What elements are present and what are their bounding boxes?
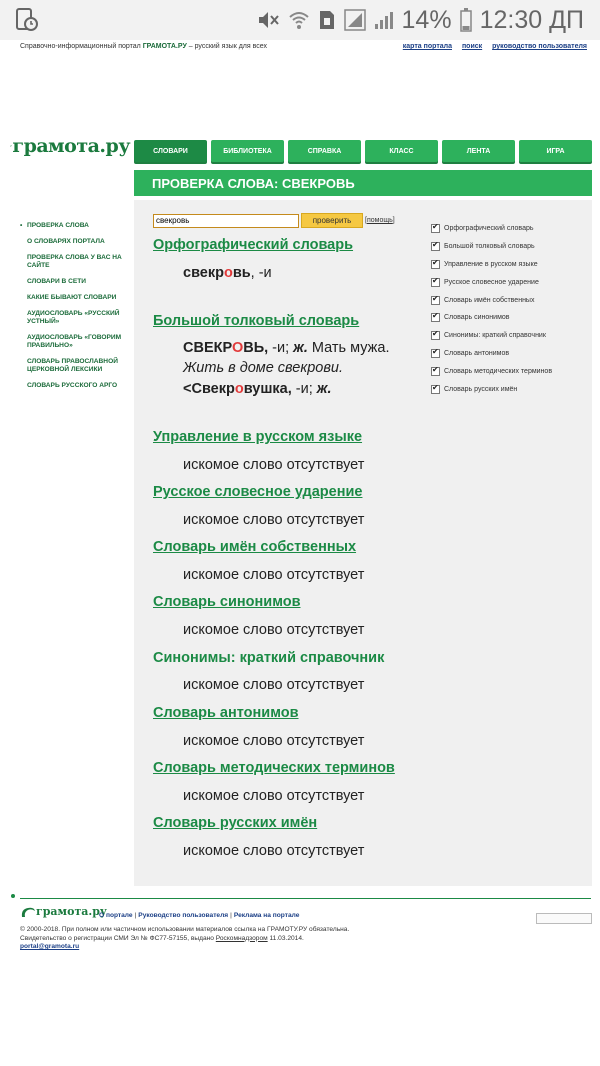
checkbox-methodical[interactable]: ✔ Словарь методических терминов [431,362,591,380]
search-link[interactable]: поиск [461,43,483,50]
checkbox-management[interactable]: ✔ Управление в русском языке [431,256,591,274]
copyright: © 2000-2018. При полном или частичном использовании материалов ссылка на ГРАМОТУ.РУ обязательна. Свидетельство о регистрации СМИ Эл № ФС77-57155, выдано Роскомнадзором 11.03.2014. portal@gramota.ru [20,926,350,950]
search-row: свекровь проверить [ помощь ] [153,213,395,228]
dict-title-proper-names[interactable]: Словарь имён собственных [153,539,357,555]
sidebar-item-audio-russian-oral[interactable]: АУДИОСЛОВАРЬ «РУССКИЙ УСТНЫЙ» [27,310,120,325]
missing-text: искомое слово отсутствует [183,512,365,528]
checkbox-stress[interactable]: ✔ Русское словесное ударение [431,273,591,291]
dict-title-stress[interactable]: Русское словесное ударение [153,484,363,500]
tab-dictionaries[interactable]: СЛОВАРИ [134,140,207,162]
footer-ads-link[interactable]: Реклама на портале [233,912,300,919]
check-button[interactable]: проверить [301,213,363,228]
mute-icon [256,9,280,31]
top-links [395,43,587,50]
sidebar-item-dictionary-types[interactable]: КАКИЕ БЫВАЮТ СЛОВАРИ [27,294,117,301]
sidebar-item-word-check[interactable]: • ПРОВЕРКА СЛОВА [20,222,128,230]
checkbox-btsl[interactable]: ✔ Большой толковый словарь [431,238,591,256]
checkbox-checked-icon[interactable] [431,242,440,251]
roskomnadzor-link[interactable]: Роскомнадзором [215,934,268,942]
btsl-entry-example: Жить в доме свекрови. [183,360,344,376]
signal-icon-2 [374,9,394,31]
sidebar-item-online-dictionaries[interactable]: СЛОВАРИ В СЕТИ [27,278,87,285]
checkbox-checked-icon[interactable] [431,224,440,233]
wifi-icon [288,9,310,31]
missing-text: искомое слово отсутствует [183,843,365,859]
footer-divider [20,898,591,899]
missing-text: искомое слово отсутствует [183,622,365,638]
page-title: ПРОВЕРКА СЛОВА: СВЕКРОВЬ [134,170,592,196]
dictionary-checkboxes [431,220,591,398]
footer-logo[interactable]: грамота.ру [20,905,107,919]
checkbox-checked-icon[interactable] [431,260,440,269]
battery-percent: 14% [401,5,452,34]
search-input[interactable] [153,214,299,228]
tab-class[interactable]: КЛАСС [365,140,438,162]
missing-text: искомое слово отсутствует [183,457,365,473]
email-link[interactable]: portal@gramota.ru [20,943,80,950]
portal-brand-link[interactable]: ГРАМОТА.РУ [142,43,187,50]
clock: 12:30 ДП [479,5,584,34]
user-guide-link[interactable]: руководство пользователя [492,43,587,50]
dict-title-management[interactable]: Управление в русском языке [153,429,363,445]
help-link[interactable]: помощь [366,217,393,224]
visit-counter[interactable] [536,913,592,924]
btsl-entry-line1: СВЕКРОВЬ, -и; ж. Мать мужа. [183,340,390,356]
missing-text: искомое слово отсутствует [183,788,365,804]
checkbox-checked-icon[interactable] [431,385,440,394]
sidebar-item-check-on-site[interactable]: ПРОВЕРКА СЛОВА У ВАС НА САЙТЕ [27,254,122,269]
checkbox-antonyms[interactable]: ✔ Словарь антонимов [431,345,591,363]
sidebar-item-church-lexicon[interactable]: СЛОВАРЬ ПРАВОСЛАВНОЙ ЦЕРКОВНОЙ ЛЕКСИКИ [27,358,118,373]
checkbox-checked-icon[interactable] [431,278,440,287]
sidebar-item-argo[interactable]: СЛОВАРЬ РУССКОГО АРГО [27,382,118,389]
checkbox-russian-names[interactable]: ✔ Словарь русских имён [431,380,591,398]
tab-game[interactable]: ИГРА [519,140,592,162]
missing-text: искомое слово отсутствует [183,733,365,749]
footer-guide-link[interactable]: Руководство пользователя [138,912,229,919]
missing-text: искомое слово отсутствует [183,677,365,693]
sidebar [20,222,128,398]
tab-library[interactable]: БИБЛИОТЕКА [211,140,284,162]
checkbox-proper-names[interactable]: ✔ Словарь имён собственных [431,291,591,309]
status-bar [0,0,600,40]
screen-timer-icon [16,8,38,32]
sidebar-item-audio-speak-right[interactable]: АУДИОСЛОВАРЬ «ГОВОРИМ ПРАВИЛЬНО» [27,334,122,349]
dict-title-synonyms-short: Синонимы: краткий справочник [153,650,385,666]
orfo-entry: свекровь, -и [183,265,272,281]
dict-title-btsl[interactable]: Большой толковый словарь [153,313,360,329]
checkbox-checked-icon[interactable] [431,313,440,322]
main-nav [134,140,592,162]
dict-title-russian-names[interactable]: Словарь русских имён [153,815,318,831]
dict-title-orfo[interactable]: Орфографический словарь [153,237,354,253]
checkbox-checked-icon[interactable] [431,331,440,340]
logo-swirl-icon [20,906,36,919]
checkbox-checked-icon[interactable] [431,367,440,376]
dict-title-synonyms[interactable]: Словарь синонимов [153,594,301,610]
tab-reference[interactable]: СПРАВКА [288,140,361,162]
logo-text: грамота.ру [12,135,130,157]
footer-about-link[interactable]: О портале [99,912,133,919]
checkbox-orfo[interactable]: ✔ Орфографический словарь [431,220,591,238]
footer-links: О портале | Руководство пользователя | Реклама на портале [99,912,300,919]
missing-text: искомое слово отсутствует [183,567,365,583]
dict-title-methodical[interactable]: Словарь методических терминов [153,760,395,776]
sidebar-item-about-dictionaries[interactable]: О СЛОВАРЯХ ПОРТАЛА [27,238,105,245]
checkbox-synonyms[interactable]: ✔ Словарь синонимов [431,309,591,327]
signal-icon-1 [344,9,366,31]
btsl-entry-derivative: <Свекровушка, -и; ж. [183,381,332,397]
site-logo[interactable] [10,132,130,160]
tab-feed[interactable]: ЛЕНТА [442,140,515,162]
portal-tagline: Справочно-информационный портал ГРАМОТА.РУ – русский язык для всех [20,43,267,50]
checkbox-synonyms-short[interactable]: ✔ Синонимы: краткий справочник [431,327,591,345]
battery-icon [460,8,472,32]
sim-card-icon [318,9,336,31]
checkbox-checked-icon[interactable] [431,296,440,305]
checkbox-checked-icon[interactable] [431,349,440,358]
sitemap-link[interactable]: карта портала [402,43,452,50]
footer-dot [11,894,15,898]
dict-title-antonyms[interactable]: Словарь антонимов [153,705,299,721]
